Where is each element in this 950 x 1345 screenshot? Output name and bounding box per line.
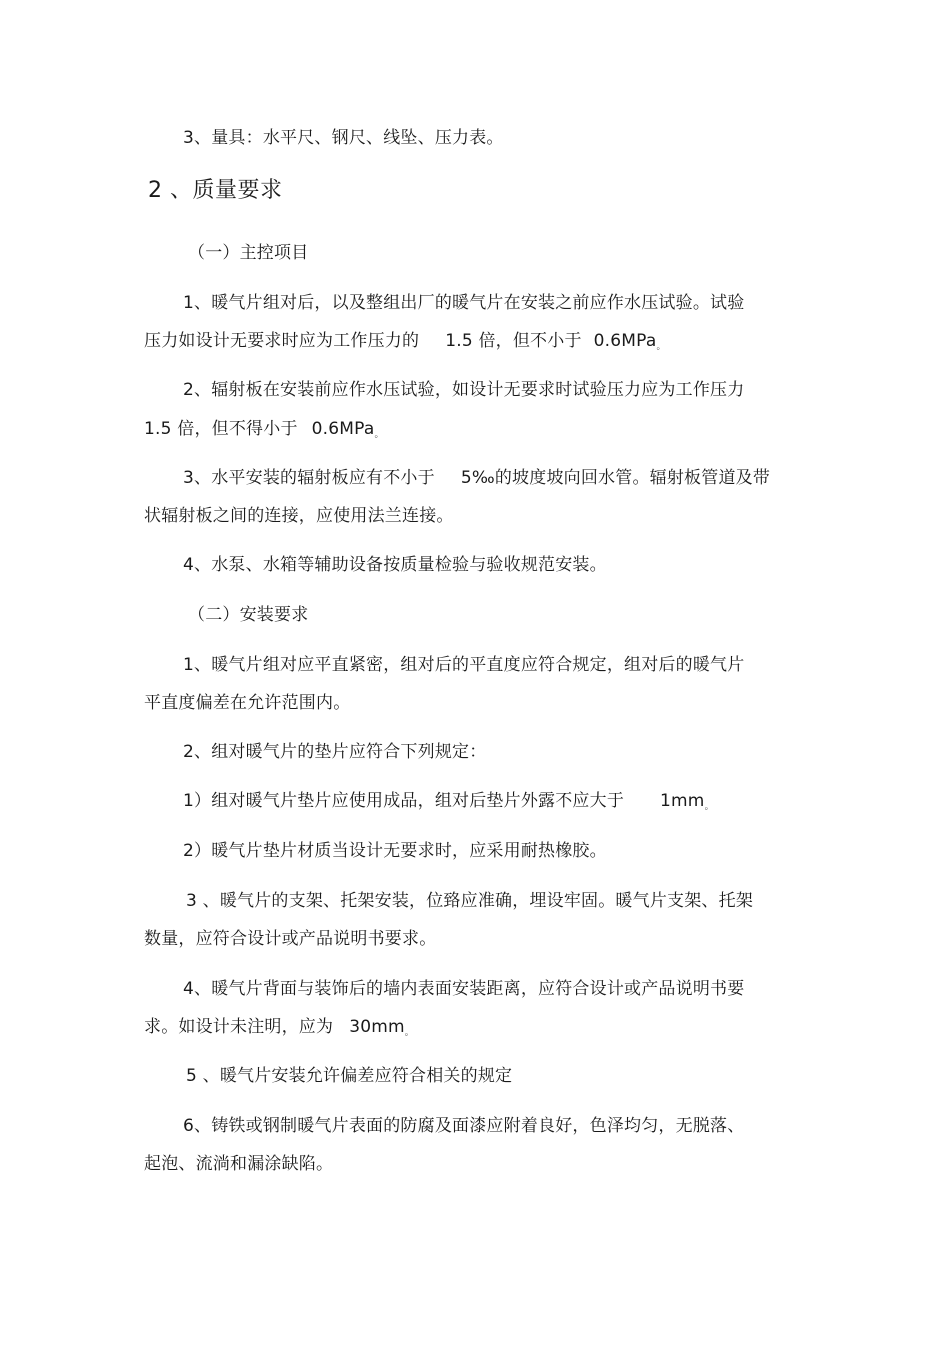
main-item-1-period: 。 <box>656 342 666 352</box>
main-item-2-ratio: 1.5 倍，但不得小于 <box>144 419 298 439</box>
main-item-2-period: 。 <box>374 430 384 440</box>
tools-item-3: 3、量具：水平尺、钢尺、线坠、压力表。 <box>183 128 504 148</box>
install-req-2-sub-1-value: 1mm <box>660 791 705 811</box>
install-req-6-line-1: 6、铸铁或钢制暖气片表面的防腐及面漆应附着良好，色泽均匀，无脱落、 <box>183 1116 745 1136</box>
install-req-6-line-2: 起泡、流淌和漏涂缺陷。 <box>144 1154 334 1174</box>
main-item-1-text: 压力如设计无要求时应为工作压力的 <box>144 331 420 351</box>
install-req-1-line-2: 平直度偏差在允许范围内。 <box>144 693 351 713</box>
main-item-2-line-2 <box>144 418 384 446</box>
section-2-heading: 2 、质量要求 <box>148 178 283 203</box>
main-item-1-ratio: 1.5 倍，但不小于 <box>445 331 582 351</box>
install-req-2-sub-1 <box>183 790 714 818</box>
main-item-2-line-1: 2、辐射板在安装前应作水压试验，如设计无要求时试验压力应为工作压力 <box>183 380 745 400</box>
install-req-4-line-1: 4、暖气片背面与装饰后的墙内表面安装距离，应符合设计或产品说明书要 <box>183 979 745 999</box>
install-req-1-line-1: 1、暖气片组对应平直紧密，组对后的平直度应符合规定，组对后的暖气片 <box>183 655 745 675</box>
install-req-4-line-2 <box>144 1016 414 1044</box>
install-req-4-text: 求。如设计未注明，应为 <box>144 1017 334 1037</box>
subsection-2-heading: （二）安装要求 <box>188 605 309 625</box>
install-req-2-line-1: 2、组对暖气片的垫片应符合下列规定： <box>183 742 487 762</box>
install-req-3-line-1: 3 、暖气片的支架、托架安装，位臵应准确，埋设牢固。暖气片支架、托架 <box>186 891 754 911</box>
main-item-1-line-1: 1、暖气片组对后，以及整组出厂的暖气片在安装之前应作水压试验。试验 <box>183 293 745 313</box>
install-req-2-sub-2: 2）暖气片垫片材质当设计无要求时，应采用耐热橡胶。 <box>183 841 607 861</box>
install-req-2-sub-1-text: 1）组对暖气片垫片应使用成品，组对后垫片外露不应大于 <box>183 791 625 811</box>
main-item-4-line-1: 4、水泵、水箱等辅助设备按质量检验与验收规范安装。 <box>183 555 607 575</box>
main-item-3-line-1 <box>183 467 770 489</box>
subsection-1-heading: （一）主控项目 <box>188 243 309 263</box>
install-req-2-sub-1-period: 。 <box>704 802 714 812</box>
install-req-4-period: 。 <box>404 1028 414 1038</box>
main-item-3-line-2: 状辐射板之间的连接，应使用法兰连接。 <box>144 506 454 526</box>
main-item-3-slope: 5‰的坡度坡向回水管。辐射板管道及带 <box>460 468 771 488</box>
main-item-1-line-2 <box>144 330 666 358</box>
install-req-4-value: 30mm <box>349 1017 405 1037</box>
main-item-1-pressure: 0.6MPa <box>593 331 657 351</box>
install-req-3-line-2: 数量，应符合设计或产品说明书要求。 <box>144 929 437 949</box>
main-item-3-text: 3、水平安装的辐射板应有不小于 <box>183 468 435 488</box>
install-req-5-line-1: 5 、暖气片安装允许偏差应符合相关的规定 <box>186 1066 513 1086</box>
main-item-2-pressure: 0.6MPa <box>311 419 375 439</box>
